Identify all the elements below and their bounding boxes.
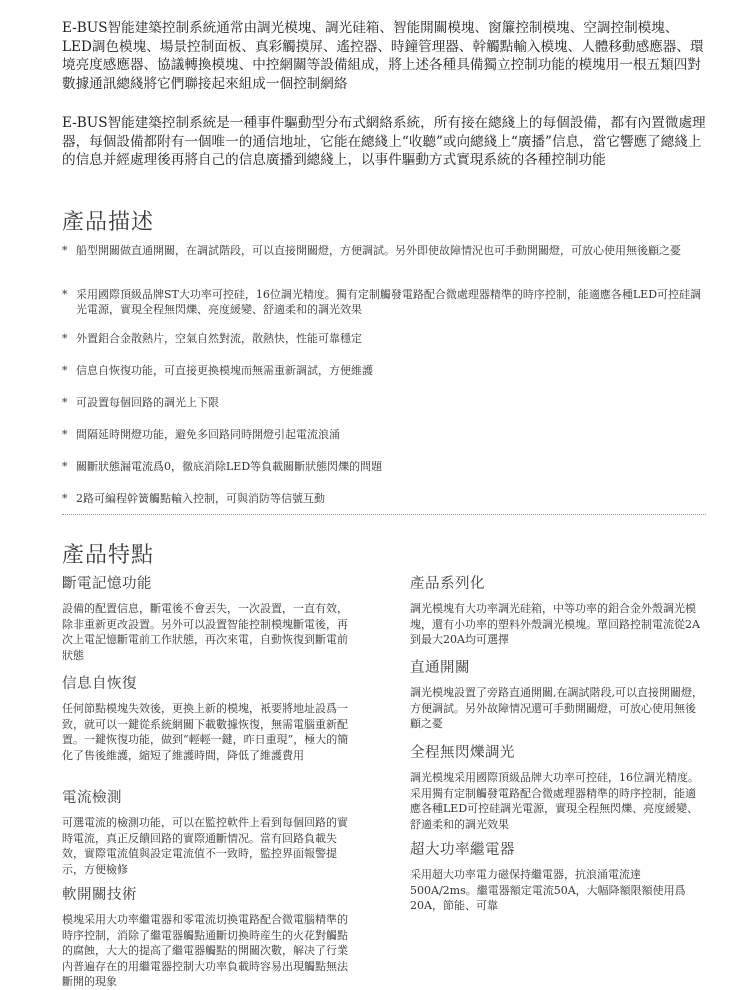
list-item [62, 243, 712, 287]
bullet-marker: * [62, 396, 68, 409]
section-title-features: 產品特點 [62, 543, 155, 568]
description-list [62, 243, 712, 511]
intro-text: E-BUS智能建築控制系統通常由調光模塊、調光硅箱、智能開關模塊、窗簾控制模塊、空調控制模塊、LED調色模塊、場景控制面板、真彩觸摸屏、遙控器、時鐘管理器、幹觸點輸入模塊、人體移動感應器、環境亮度感應器、協議轉換模塊、中控網關等設備組成，將上述各種具備獨立控制功能的模塊用一根五類四對數據通訊總綫將它們聯接起來組成一個控制網絡 [62, 20, 704, 92]
feature-text: 任何節點模塊失效後，更換上新的模塊，衹要將地址設爲一致，就可以一鍵從系統網關下載數據恢復，無需電腦重新配置。一鍵恢復功能，做到“輕輕一鍵，昨日重現”，極大的簡化了售後維護，縮短了維護時間，降低了維護費用 [62, 702, 349, 762]
feature-text: 調光模塊采用國際頂級品牌大功率可控硅，16位調光精度。采用獨有定制觸發電路配合微處理器精準的時序控制，能適應各種LED可控硅調光電源，實現全程無閃爍、亮度緩變、舒適柔和的調光效果 [410, 771, 699, 831]
list-item-text: 外置鋁合金散熱片，空氣自然對流，散熱快，性能可靠穩定 [76, 332, 362, 345]
list-item-text: 采用國際頂級品牌ST大功率可控硅，16位調光精度。獨有定制觸發電路配合微處理器精準的時序控制，能適應各種LED可控硅調光電源，實現全程無閃爍、亮度緩變、舒適柔和的調光效果 [76, 288, 702, 316]
list-item [62, 491, 712, 511]
bullet-marker: * [62, 428, 68, 441]
feature-title: 超大功率繼電器 [410, 842, 515, 858]
feature-block [62, 572, 354, 663]
feature-block [62, 883, 354, 990]
section-title-description: 產品描述 [62, 210, 155, 235]
feature-title: 直通開關 [410, 660, 470, 676]
feature-block [410, 741, 706, 832]
bullet-marker: * [62, 492, 68, 505]
feature-title: 電流檢測 [62, 790, 122, 806]
list-item [62, 331, 712, 363]
feature-text: 模塊采用大功率繼電器和零電流切換電路配合微電腦精準的時序控制，消除了繼電器觸點通斷切換時産生的火花對觸點的腐蝕，大大的提高了繼電器觸點的開關次數，解决了行業内普遍存在的用繼電器控制大功率負載時容易出現觸點無法斷開的現象 [62, 913, 348, 988]
feature-text: 調光模塊設置了旁路直通開關,在調試階段,可以直接開關燈，方便調試。另外故障情况還可手動開關燈，可放心使用無後顧之憂 [410, 686, 703, 730]
feature-title: 軟開關技術 [62, 887, 137, 903]
list-item [62, 287, 712, 331]
list-item-text: 2路可編程幹簧觸點輸入控制，可與消防等信號互動 [76, 492, 325, 505]
feature-block [62, 672, 354, 763]
bullet-marker: * [62, 460, 68, 473]
feature-title: 斷電記憶功能 [62, 576, 152, 592]
feature-title: 全程無閃爍調光 [410, 745, 515, 761]
bullet-marker: * [62, 364, 68, 377]
intro-text: E-BUS智能建築控制系統是一種事件驅動型分布式網絡系統，所有接在總綫上的每個設備，都有內置微處理器，每個設備都附有一個唯一的通信地址，它能在總綫上“收聽”或向總綫上“廣播”信息，當它響應了總綫上的信息并經處理後再將自己的信息廣播到總綫上，以事件驅動方式實現系統的各種控制功能 [62, 115, 706, 168]
list-item [62, 363, 712, 395]
intro-paragraph-2 [62, 114, 707, 170]
bullet-marker: * [62, 244, 68, 257]
list-item-text: 關斷狀態漏電流爲0，徹底消除LED等負載關斷狀態閃爍的問題 [76, 460, 383, 473]
list-item-text: 間隔延時開燈功能，避免多回路同時開燈引起電流浪涌 [76, 428, 340, 441]
feature-block [410, 838, 706, 914]
feature-title: 信息自恢復 [62, 676, 137, 692]
feature-text: 調光模塊有大功率調光硅箱，中等功率的鋁合金外殼調光模塊，還有小功率的塑料外殼調光模塊。單回路控制電流從2A到最大20A均可選擇 [410, 602, 700, 646]
list-item-text: 信息自恢復功能，可直接更換模塊而無需重新調試，方便維護 [76, 364, 373, 377]
feature-text: 采用超大功率電力磁保持繼電器，抗浪涌電流達500A/2ms。繼電器額定電流50A，大幅降額限額使用爲20A，節能、可靠 [410, 868, 686, 912]
list-item-text: 船型開關做直通開關，在調試階段，可以直接開關燈，方便調試。另外即使故障情況也可手動開關燈，可放心使用無後顧之憂 [76, 244, 681, 257]
list-item [62, 459, 712, 491]
list-item [62, 427, 712, 459]
bullet-marker: * [62, 288, 68, 301]
list-item [62, 395, 712, 427]
feature-title: 產品系列化 [410, 576, 485, 592]
feature-text: 設備的配置信息，斷電後不會丟失，一次設置，一直有效，除非重新更改設置。另外可以設置智能控制模塊斷電後，再次上電記憶斷電前工作狀態，再次來電，自動恢復到斷電前狀態 [62, 602, 348, 662]
feature-block [410, 572, 706, 648]
feature-text: 可選電流的檢測功能，可以在監控軟件上看到每個回路的實時電流，真正反饋回路的實際通斷情况。當有回路負載失效，實際電流值與設定電流值不一致時，監控界面報警提示，方便檢修 [62, 816, 348, 876]
list-item-text: 可設置每個回路的調光上下限 [76, 396, 219, 409]
bullet-marker: * [62, 332, 68, 345]
intro-paragraph-1 [62, 19, 707, 93]
section-divider [62, 514, 706, 515]
feature-block [410, 656, 706, 732]
feature-block [62, 786, 354, 877]
